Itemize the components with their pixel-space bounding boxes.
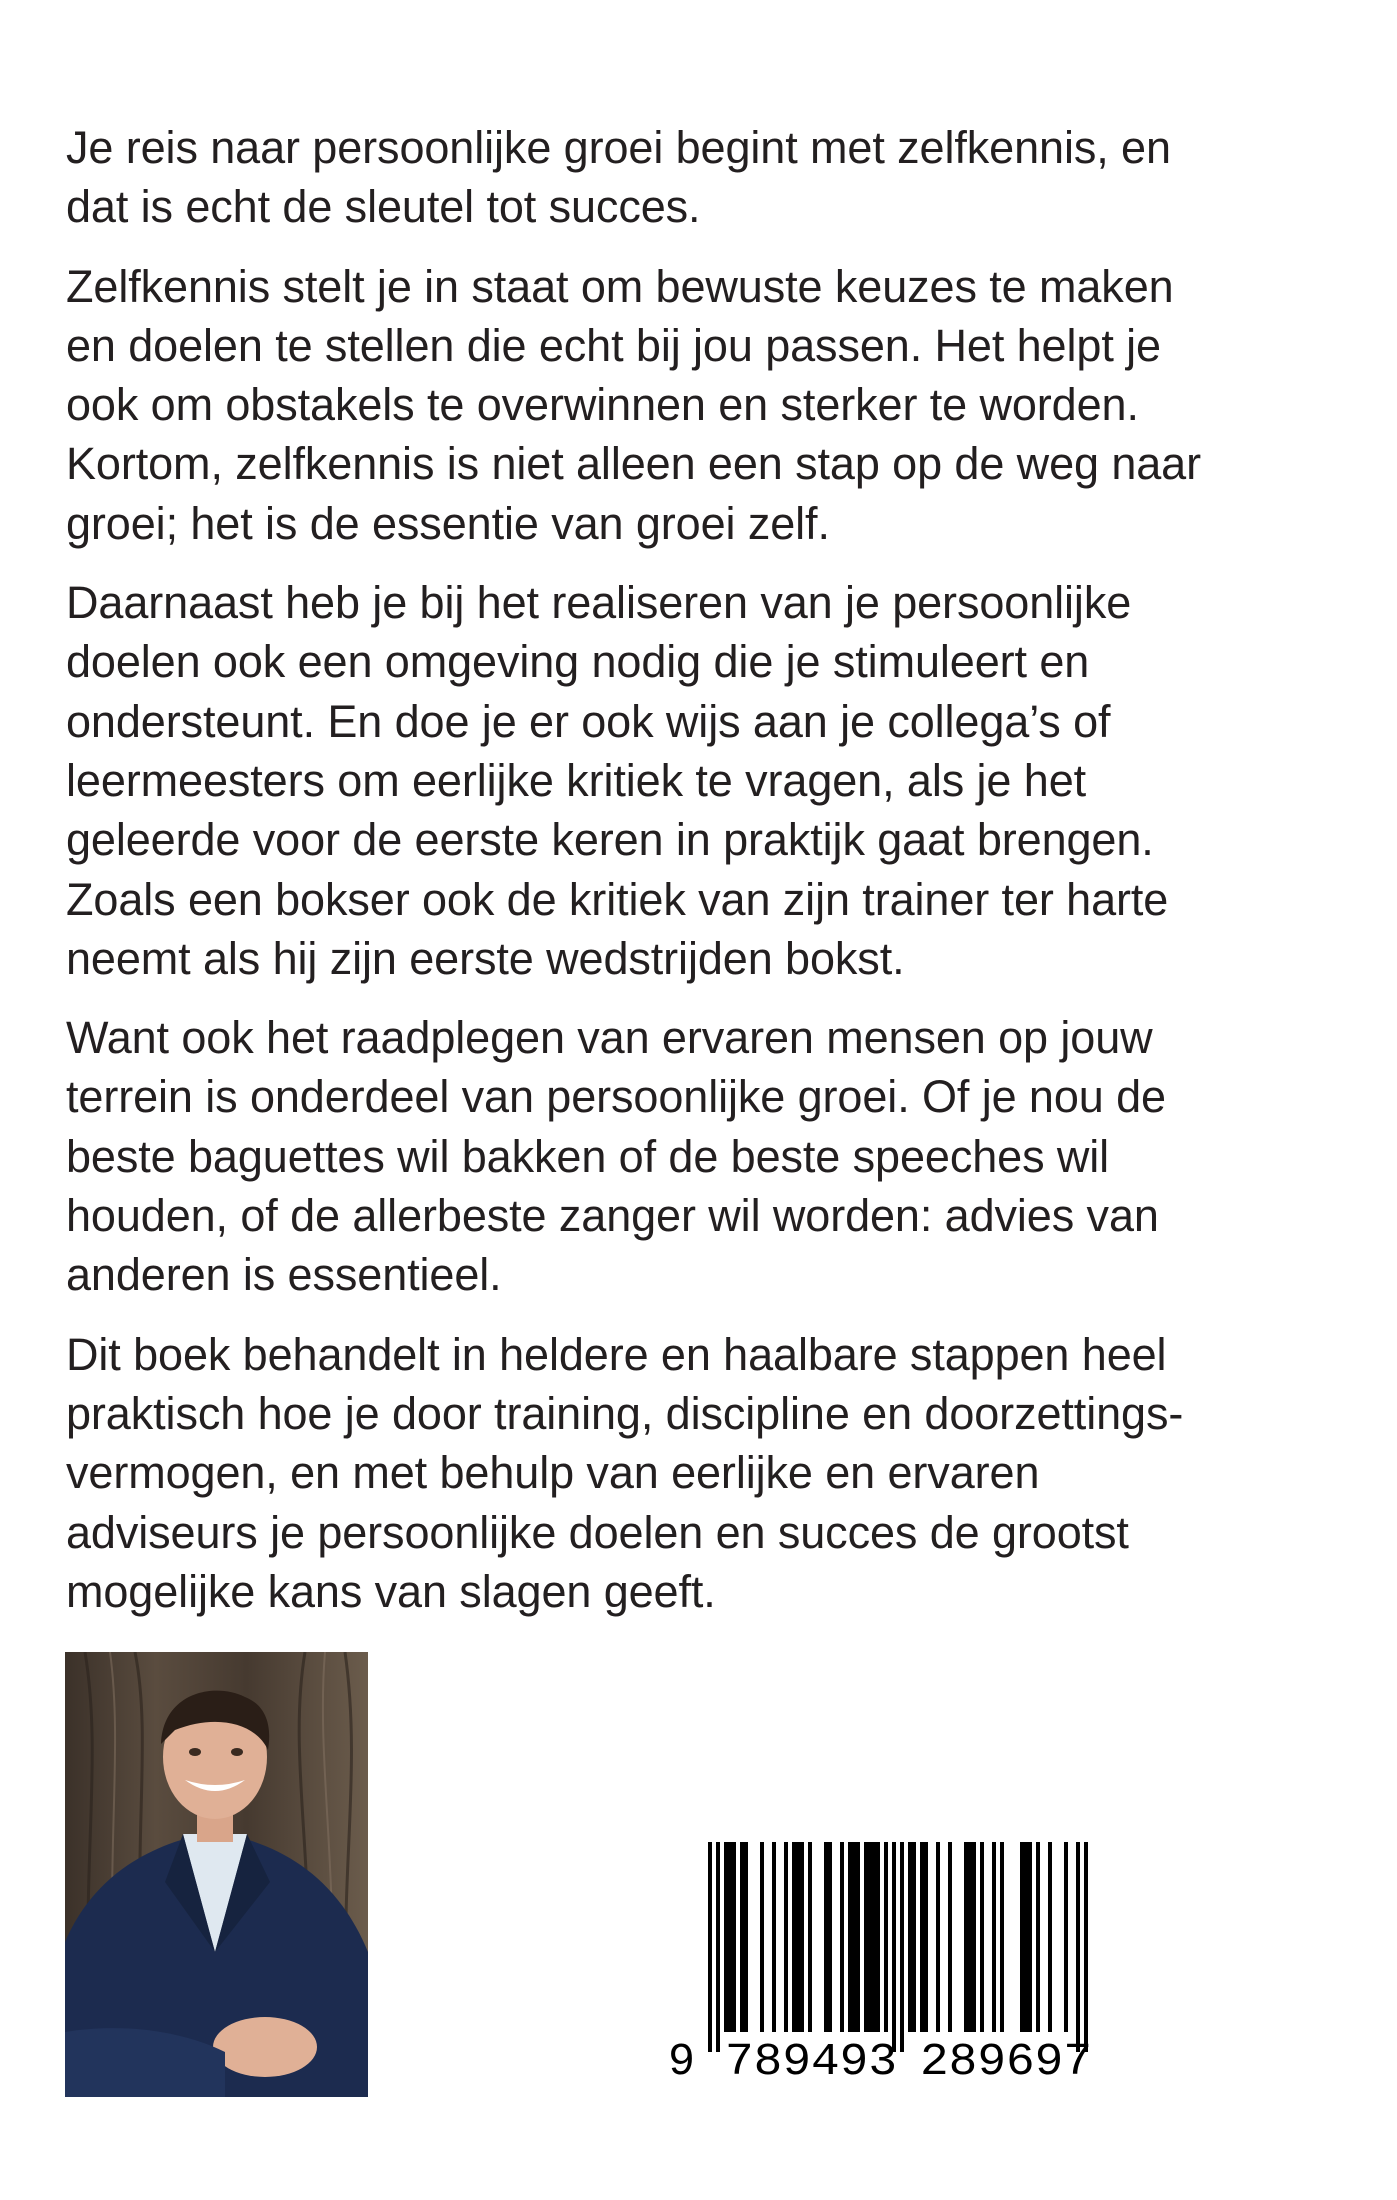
barcode-bar: [980, 1842, 984, 2032]
paragraph-5: Dit boek behandelt in heldere en haalbare stappen heel praktisch hoe je door training, discipline en doorzettings- vermogen, en met behulp van eerlijke en ervaren adviseurs je persoonlijke doelen en succes de grootst mogelijke kans van slagen geeft.: [66, 1328, 1184, 1617]
barcode-bar: [964, 1842, 968, 2032]
barcode-bar: [800, 1842, 804, 2032]
barcode-bar: [728, 1842, 732, 2032]
barcode-bar: [912, 1842, 916, 2032]
barcode-left-group: 789493: [725, 2037, 897, 2082]
barcode-bar: [1024, 1842, 1028, 2032]
barcode-bar: [864, 1842, 868, 2032]
barcode-bar: [1028, 1842, 1032, 2032]
barcode-bar: [732, 1842, 736, 2032]
barcode-bar: [796, 1842, 800, 2032]
barcode-bar: [972, 1842, 976, 2032]
barcode-bar: [740, 1842, 744, 2032]
barcode-bar: [948, 1842, 952, 2032]
barcode-bar: [908, 1842, 912, 2032]
barcode-bar: [968, 1842, 972, 2032]
barcode-bar: [868, 1842, 872, 2032]
barcode-bar: [1064, 1842, 1068, 2032]
barcode-bar: [1084, 1842, 1088, 2052]
barcode-lead-digit: 9: [668, 2037, 696, 2082]
back-cover-text: [66, 118, 1346, 1641]
barcode-bar: [1000, 1842, 1004, 2032]
barcode-bar: [856, 1842, 860, 2032]
barcode-bar: [852, 1842, 856, 2032]
barcode-right-group: 289697: [920, 2037, 1092, 2082]
barcode-bar: [872, 1842, 876, 2032]
barcode-bar: [1048, 1842, 1052, 2032]
barcode-bar: [828, 1842, 832, 2032]
barcode-bar: [792, 1842, 796, 2032]
barcode-bar: [924, 1842, 928, 2032]
barcode-bar: [900, 1842, 904, 2052]
paragraph-3: Daarnaast heb je bij het realiseren van je persoonlijke doelen ook een omgeving nodig die je stimuleert en ondersteunt. En doe je er ook wijs aan je collega’s of leermeesters om eerlijke kritiek te vragen, als je het geleerde voor de eerste keren in praktijk gaat brengen. Zoals een bokser ook de kritiek van zijn trainer ter harte neemt als hij zijn eerste wedstrijden bokst.: [66, 577, 1169, 984]
paragraph-2: Zelfkennis stelt je in staat om bewuste keuzes te maken en doelen te stellen die echt bij jou passen. Het helpt je ook om obstakels te overwinnen en sterker te worden. Kortom, zelfkennis is niet alleen een stap op de weg naar groei; het is de essentie van groei zelf.: [66, 260, 1201, 549]
barcode-bar: [992, 1842, 996, 2032]
barcode-bar: [840, 1842, 844, 2032]
barcode-bar: [716, 1842, 720, 2052]
barcode-bar: [920, 1842, 924, 2032]
isbn-barcode-image: [660, 1842, 1120, 2082]
barcode-bar: [824, 1842, 828, 2032]
barcode-bar: [708, 1842, 712, 2052]
barcode-bar: [936, 1842, 940, 2032]
paragraph-4: Want ook het raadplegen van ervaren mensen op jouw terrein is onderdeel van persoonlijke groei. Of je nou de beste baguettes wil bakken of de beste speeches wil houden, of de allerbeste zanger wil worden: advies van anderen is essentieel.: [66, 1012, 1166, 1301]
barcode-bar: [772, 1842, 776, 2032]
paragraph-1: Je reis naar persoonlijke groei begint met zelfkennis, en dat is echt de sleutel tot succes.: [66, 122, 1171, 233]
barcode-bar: [892, 1842, 896, 2052]
barcode-bar: [724, 1842, 728, 2032]
author-portrait-image: [65, 1652, 368, 2097]
isbn-barcode: [660, 1842, 1120, 2082]
barcode-bar: [876, 1842, 880, 2032]
author-photo: [65, 1652, 368, 2097]
barcode-bar: [848, 1842, 852, 2032]
barcode-bar: [1020, 1842, 1024, 2032]
barcode-bar: [760, 1842, 764, 2032]
barcode-bar: [744, 1842, 748, 2032]
barcode-bar: [784, 1842, 788, 2032]
barcode-bar: [1036, 1842, 1040, 2032]
barcode-bar: [1076, 1842, 1080, 2052]
barcode-bar: [884, 1842, 888, 2032]
barcode-bar: [808, 1842, 812, 2032]
